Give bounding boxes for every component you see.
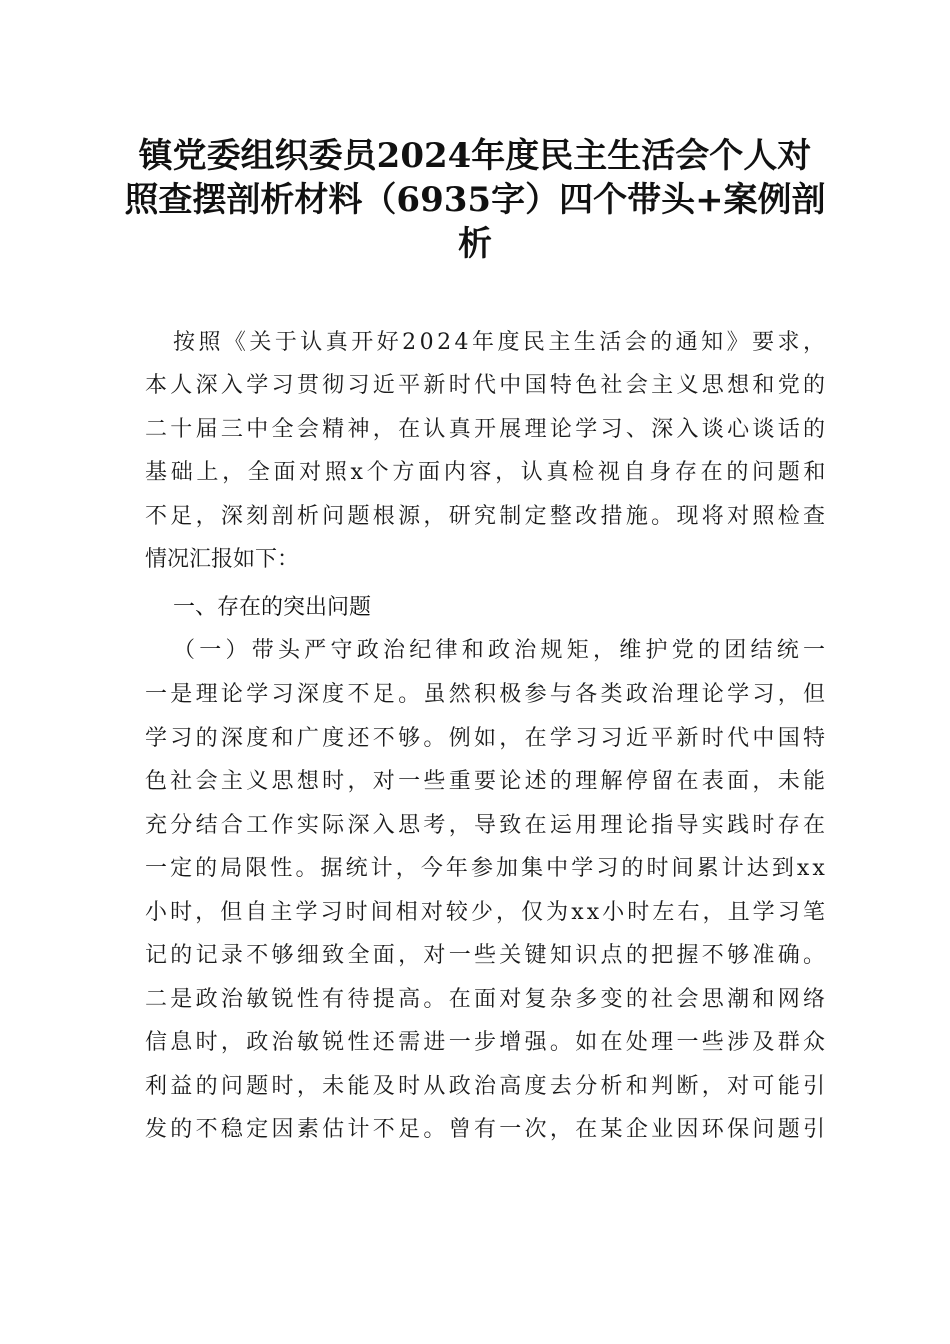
subsection-heading: （一）带头严守政治纪律和政治规矩，维护党的团结统一	[173, 638, 830, 663]
body-line: 充分结合工作实际深入思考，导致在运用理论指导实践时存在	[145, 813, 829, 838]
title-line-3: 析	[458, 224, 492, 264]
body-line: 色社会主义思想时，对一些重要论述的理解停留在表面，未能	[145, 769, 829, 794]
body-line: 按照《关于认真开好2024年度民主生活会的通知》要求，	[173, 330, 829, 355]
body-line: 基础上，全面对照x个方面内容，认真检视自身存在的问题和	[145, 460, 830, 485]
body-line: 利益的问题时，未能及时从政治高度去分析和判断，对可能引	[145, 1074, 829, 1099]
body-line: 二十届三中全会精神，在认真开展理论学习、深入谈心谈话的	[145, 417, 829, 442]
body-line: 记的记录不够细致全面，对一些关键知识点的把握不够准确。	[145, 943, 829, 968]
section-heading: 一、存在的突出问题	[173, 595, 372, 620]
body-line: 本人深入学习贯彻习近平新时代中国特色社会主义思想和党的	[145, 373, 829, 398]
body-line: 小时，但自主学习时间相对较少，仅为xx小时左右，且学习笔	[145, 900, 828, 925]
body-line: 发的不稳定因素估计不足。曾有一次，在某企业因环保问题引	[145, 1117, 829, 1142]
body-line: 一是理论学习深度不足。虽然积极参与各类政治理论学习，但	[145, 682, 829, 707]
body-line: 二是政治敏锐性有待提高。在面对复杂多变的社会思潮和网络	[145, 987, 829, 1012]
body-line: 情况汇报如下：	[145, 547, 300, 572]
body-line: 一定的局限性。据统计，今年参加集中学习的时间累计达到xx	[145, 856, 828, 881]
body-line: 信息时，政治敏锐性还需进一步增强。如在处理一些涉及群众	[145, 1030, 829, 1055]
title-line-2: 照查摆剖析材料（6935字）四个带头+案例剖	[124, 180, 826, 220]
document-title	[118, 134, 832, 266]
body-line: 不足，深刻剖析问题根源，研究制定整改措施。现将对照检查	[145, 504, 829, 529]
title-line-1: 镇党委组织委员2024年度民主生活会个人对	[138, 136, 812, 176]
body-line: 学习的深度和广度还不够。例如，在学习习近平新时代中国特	[145, 726, 829, 751]
